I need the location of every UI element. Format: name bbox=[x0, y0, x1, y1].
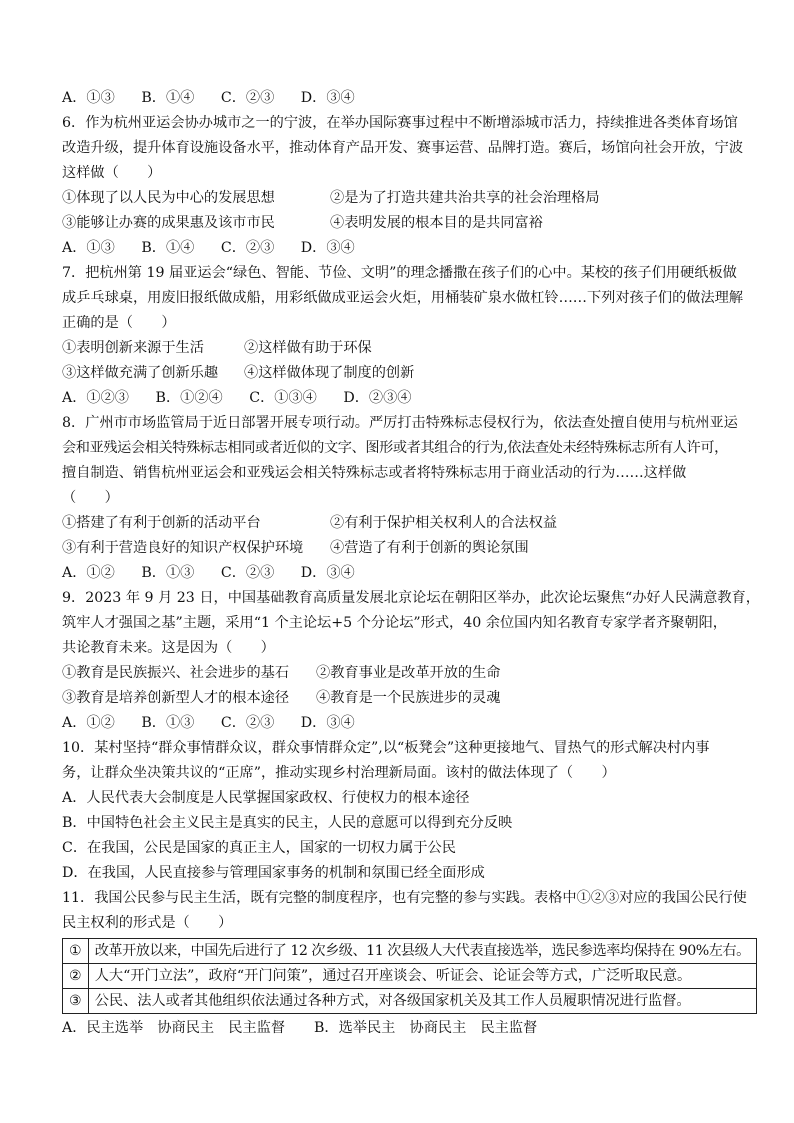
option-b[interactable]: B．①③ bbox=[141, 565, 195, 581]
q5-options bbox=[62, 86, 742, 111]
option-b[interactable]: B．①③ bbox=[141, 715, 195, 731]
option-a[interactable]: A．①③ bbox=[62, 90, 115, 106]
q6-stem-line: 这样做（ ） bbox=[62, 165, 162, 181]
q8-statements-row bbox=[62, 536, 742, 561]
statement: ②是为了打造共建共治共享的社会治理格局 bbox=[330, 190, 600, 206]
table-row bbox=[63, 964, 757, 989]
statement: ①搭建了有利于创新的活动平台 bbox=[62, 515, 261, 531]
option-b[interactable]: B．①④ bbox=[141, 240, 195, 256]
q6-stem-line: 6．作为杭州亚运会协办城市之一的宁波，在举办国际赛事过程中不断增添城市活力，持续推进各类体育场馆 bbox=[62, 115, 738, 131]
statement: ③有利于营造良好的知识产权保护环境 bbox=[62, 540, 304, 556]
q7-stem-line: 成乒乓球桌，用废旧报纸做成船，用彩纸做成亚运会火炬，用桶装矿泉水做杠铃……下列对孩子们的做法理解 bbox=[62, 290, 744, 306]
option-d[interactable]: D．③④ bbox=[300, 715, 355, 731]
q9-stem-line: 共论教育未来。这是因为（ ） bbox=[62, 640, 275, 656]
option-c[interactable]: C．在我国，公民是国家的真正主人，国家的一切权力属于公民 bbox=[62, 840, 456, 856]
statement: ②这样做有助于环保 bbox=[244, 340, 372, 356]
q7-stem-line: 7．把杭州第 19 届亚运会“绿色、智能、节俭、文明”的理念播撒在孩子们的心中。某校的孩子们用硬纸板做 bbox=[62, 265, 737, 281]
table-row bbox=[63, 989, 757, 1014]
question-10 bbox=[62, 736, 742, 886]
q6-stem-line: 改造升级，提升体育设施设备水平，推动体育产品开发、赛事运营、品牌打造。赛后，场馆向社会开放，宁波 bbox=[62, 140, 744, 156]
q11-stem-line: 11．我国公民参与民主生活，既有完整的制度程序，也有完整的参与实践。表格中①②③对应的我国公民行使 bbox=[62, 890, 747, 906]
question-8 bbox=[62, 411, 742, 586]
statement: ③这样做充满了创新乐趣 bbox=[62, 365, 219, 381]
question-6 bbox=[62, 111, 742, 261]
option-c[interactable]: C．②③ bbox=[220, 715, 275, 731]
q6-statements-row bbox=[62, 211, 742, 236]
table-cell-text: 改革开放以来，中国先后进行了 12 次乡级、11 次县级人大代表直接选举，选民参选率均保持在 90%左右。 bbox=[88, 939, 756, 964]
option-d[interactable]: D．②③④ bbox=[343, 390, 412, 406]
option-c[interactable]: C．②③ bbox=[220, 240, 275, 256]
option-d[interactable]: D．③④ bbox=[300, 240, 355, 256]
statement: ①教育是民族振兴、社会进步的基石 bbox=[62, 665, 290, 681]
exam-page bbox=[62, 86, 760, 1041]
q11-table bbox=[62, 938, 757, 1014]
table-cell-text: 人大“开门立法”，政府“开门问策”，通过召开座谈会、听证会、论证会等方式，广泛听取民意。 bbox=[88, 964, 756, 989]
q9-stem-line: 9．2023 年 9 月 23 日，中国基础教育高质量发展北京论坛在朝阳区举办，此次论坛聚焦“办好人民满意教育， bbox=[62, 590, 760, 606]
q8-statements-row bbox=[62, 511, 742, 536]
table-cell-num: ① bbox=[63, 939, 89, 964]
statement: ②有利于保护相关权利人的合法权益 bbox=[330, 515, 558, 531]
q9-options bbox=[62, 711, 742, 736]
q9-statements-row bbox=[62, 686, 742, 711]
option-b[interactable]: B．中国特色社会主义民主是真实的民主，人民的意愿可以得到充分反映 bbox=[62, 815, 513, 831]
statement: ④这样做体现了制度的创新 bbox=[244, 365, 415, 381]
q6-options bbox=[62, 236, 742, 261]
q10-stem-line: 10．某村坚持“群众事情群众议，群众事情群众定”,以“板凳会”这种更接地气、冒热气的形式解决村内事 bbox=[62, 740, 710, 756]
option-a[interactable]: A．①② bbox=[62, 715, 115, 731]
q10-stem-line: 务，让群众坐决策共议的“正席”，推动实现乡村治理新局面。该村的做法体现了（ ） bbox=[62, 765, 616, 781]
option-a[interactable]: A．①③ bbox=[62, 240, 115, 256]
q8-stem-line: 8．广州市市场监管局于近日部署开展专项行动。严厉打击特殊标志侵权行为，依法查处擅自使用与杭州亚运 bbox=[62, 415, 738, 431]
statement: ④表明发展的根本目的是共同富裕 bbox=[330, 215, 543, 231]
q6-statements-row bbox=[62, 186, 742, 211]
option-c[interactable]: C．①③④ bbox=[249, 390, 317, 406]
table-cell-text: 公民、法人或者其他组织依法通过各种方式，对各级国家机关及其工作人员履职情况进行监督。 bbox=[88, 989, 756, 1014]
q7-statements-row bbox=[62, 336, 742, 361]
statement: ①体现了以人民为中心的发展思想 bbox=[62, 190, 275, 206]
option-c[interactable]: C．②③ bbox=[220, 90, 275, 106]
q8-stem-line: 会和亚残运会相关特殊标志相同或者近似的文字、图形或者其组合的行为,依法查处未经特殊标志所有人许可， bbox=[62, 440, 728, 456]
option-a[interactable]: A．①② bbox=[62, 565, 115, 581]
statement: ③能够让办赛的成果惠及该市市民 bbox=[62, 215, 275, 231]
q8-stem-line: （ ） bbox=[62, 490, 119, 506]
option-d[interactable]: D．在我国，人民直接参与管理国家事务的机制和氛围已经全面形成 bbox=[62, 865, 485, 881]
option-a[interactable]: A．民主选举 协商民主 民主监督 bbox=[62, 1020, 286, 1036]
q11-stem-line: 民主权利的形式是（ ） bbox=[62, 915, 233, 931]
statement: ②教育事业是改革开放的生命 bbox=[316, 665, 501, 681]
q11-options bbox=[62, 1016, 742, 1041]
statement: ③教育是培养创新型人才的根本途径 bbox=[62, 690, 290, 706]
question-7 bbox=[62, 261, 742, 411]
table-cell-num: ③ bbox=[63, 989, 89, 1014]
option-c[interactable]: C．②③ bbox=[220, 565, 275, 581]
statement: ①表明创新来源于生活 bbox=[62, 340, 204, 356]
option-a[interactable]: A．人民代表大会制度是人民掌握国家政权、行使权力的根本途径 bbox=[62, 790, 470, 806]
statement: ④教育是一个民族进步的灵魂 bbox=[316, 690, 501, 706]
q8-stem-line: 擅自制造、销售杭州亚运会和亚残运会相关特殊标志或者将特殊标志用于商业活动的行为……这样做 bbox=[62, 465, 687, 481]
question-11 bbox=[62, 886, 750, 1041]
option-a[interactable]: A．①②③ bbox=[62, 390, 129, 406]
option-d[interactable]: D．③④ bbox=[300, 565, 355, 581]
q9-stem-line: 筑牢人才强国之基”主题，采用“1 个主论坛+5 个分论坛”形式，40 余位国内知名教育专家学者齐聚朝阳， bbox=[62, 615, 727, 631]
table-row bbox=[63, 939, 757, 964]
option-d[interactable]: D．③④ bbox=[300, 90, 355, 106]
q7-options bbox=[62, 386, 742, 411]
question-9 bbox=[62, 586, 760, 736]
table-cell-num: ② bbox=[63, 964, 89, 989]
q7-stem-line: 正确的是（ ） bbox=[62, 315, 176, 331]
option-b[interactable]: B．选举民主 协商民主 民主监督 bbox=[314, 1020, 538, 1036]
q9-statements-row bbox=[62, 661, 742, 686]
option-b[interactable]: B．①②④ bbox=[155, 390, 223, 406]
option-b[interactable]: B．①④ bbox=[141, 90, 195, 106]
q7-statements-row bbox=[62, 361, 742, 386]
q8-options bbox=[62, 561, 742, 586]
statement: ④营造了有利于创新的舆论氛围 bbox=[330, 540, 529, 556]
